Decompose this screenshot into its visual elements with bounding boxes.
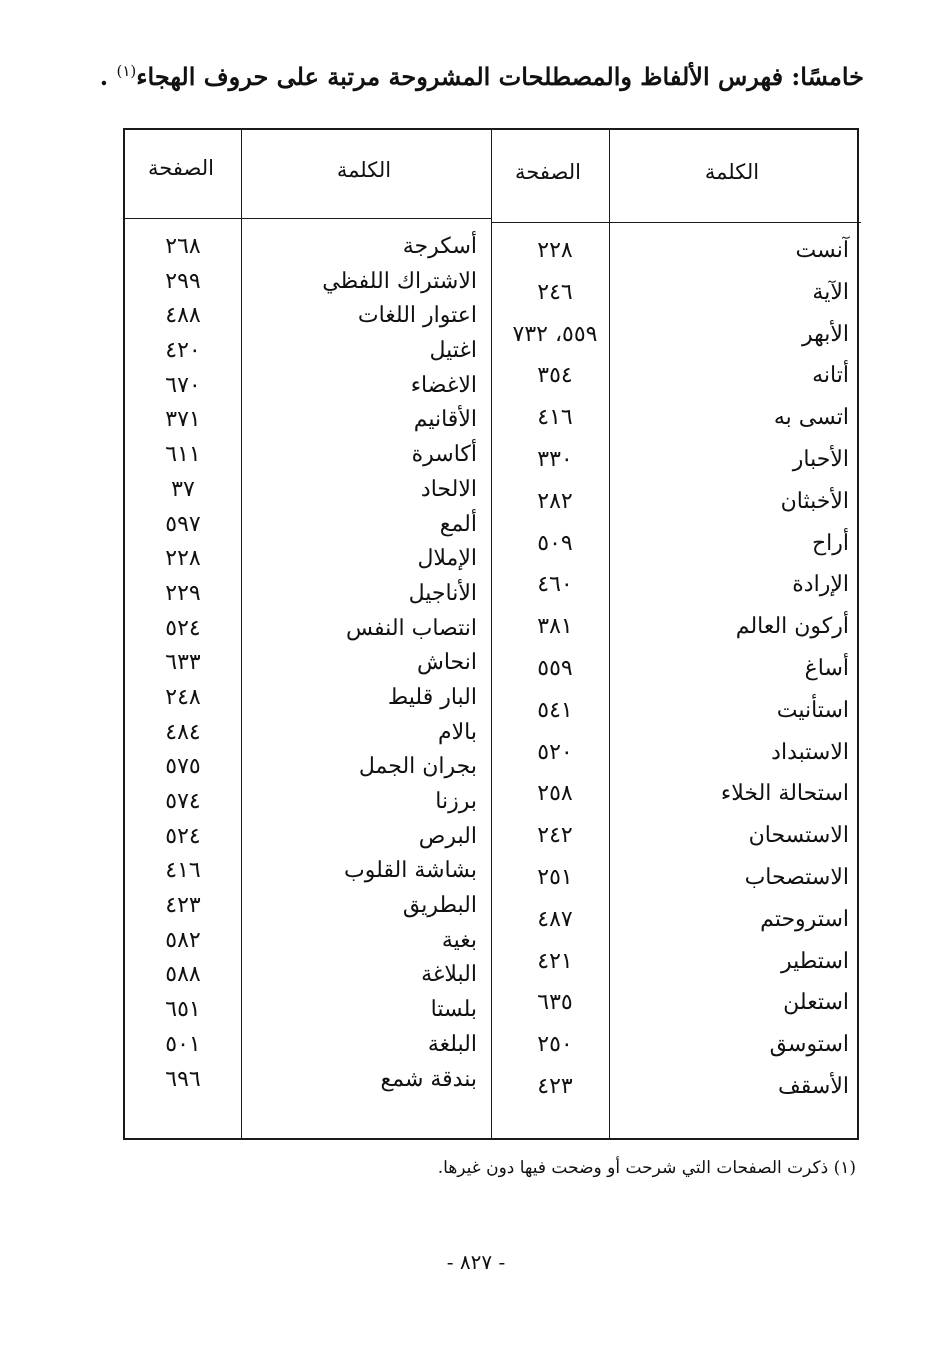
index-word: أساغ xyxy=(804,655,849,681)
index-word: أتانه xyxy=(812,363,849,389)
index-page: ٢٤٦ xyxy=(537,279,573,305)
index-word: بغية xyxy=(441,927,477,953)
index-page: ٥٠٩ xyxy=(537,530,573,556)
index-page: ٤٨٨ xyxy=(165,303,201,329)
index-word: الاشتراك اللفظي xyxy=(322,268,477,294)
header-divider xyxy=(125,218,491,219)
index-word: الإملال xyxy=(417,546,477,572)
index-page: ٦٥١ xyxy=(165,997,201,1023)
index-page: ٦٣٥ xyxy=(537,990,573,1016)
index-page: ٣٧١ xyxy=(165,407,201,433)
index-page: ٢٢٨ xyxy=(537,238,573,263)
index-word: اتسى به xyxy=(773,405,849,431)
index-page: ٤٢٣ xyxy=(165,893,201,919)
index-word: بلستا xyxy=(430,997,477,1023)
index-word: الأبهر xyxy=(801,321,849,347)
index-page: ٣٧ xyxy=(171,476,195,502)
index-page: ٥٧٤ xyxy=(165,789,201,814)
title-end: . xyxy=(99,62,109,91)
index-word: أراح xyxy=(811,530,849,556)
index-page: ٢٥٨ xyxy=(537,781,573,807)
index-word: استعلن xyxy=(783,990,849,1016)
index-page: ٦٧٠ xyxy=(165,372,201,398)
index-word: البرص xyxy=(418,823,477,849)
index-page: ٢٦٨ xyxy=(165,234,201,259)
index-word: الاستصحاب xyxy=(744,864,849,890)
index-page: ٢٢٩ xyxy=(165,580,201,606)
title-text: خامسًا: فهرس الألفاظ والمصطلحات المشروحة مرتبة على حروف الهجاء xyxy=(136,62,864,91)
index-word: بالام xyxy=(438,719,477,745)
index-word: الأحبار xyxy=(792,446,849,472)
index-page: ٤٢١ xyxy=(537,948,573,974)
index-word: الإرادة xyxy=(792,572,849,598)
index-word: البطريق xyxy=(402,893,477,919)
index-page: ٤٦٠ xyxy=(537,572,573,598)
index-page: ٢٥١ xyxy=(537,864,573,890)
index-word: برزنا xyxy=(435,789,477,814)
index-word: الأقانيم xyxy=(413,407,477,433)
index-page: ٥٠١ xyxy=(165,1031,201,1057)
index-page: ٥٢٤ xyxy=(165,615,201,641)
index-page: ٥٢٤ xyxy=(165,823,201,849)
index-page: ٤٨٤ xyxy=(165,719,201,745)
index-word: الاستبداد xyxy=(771,739,849,765)
index-word: الأناجيل xyxy=(408,580,477,606)
index-word: استروحتم xyxy=(760,906,849,932)
index-word: اعتوار اللغات xyxy=(357,303,477,329)
index-page: ٥٧٥ xyxy=(165,754,201,780)
page-column-b xyxy=(127,230,239,1097)
index-page: ٥٢٠ xyxy=(537,739,573,765)
index-word: الالحاد xyxy=(420,476,477,502)
index-page: ٥٩٧ xyxy=(165,511,201,537)
footnote: (١) ذكرت الصفحات التي شرحت أو وضحت فيها دون غيرها. xyxy=(437,1158,856,1178)
header-word-b: الكلمة xyxy=(336,158,392,182)
index-word: استوسق xyxy=(769,1032,849,1058)
index-word: الاغضاء xyxy=(410,372,477,398)
page-column-a xyxy=(499,230,611,1108)
index-word: استأنيت xyxy=(776,697,849,723)
index-word: أكاسرة xyxy=(411,442,477,468)
index-word: استحالة الخلاء xyxy=(720,781,849,807)
word-column-b xyxy=(257,230,477,1097)
index-word: أركون العالم xyxy=(735,614,849,640)
index-page: ٦١١ xyxy=(165,442,201,468)
index-page: ٤١٦ xyxy=(537,405,573,431)
index-word: أسكرجة xyxy=(402,234,477,259)
index-page: ٥٨٨ xyxy=(165,962,201,988)
header-word-a: الكلمة xyxy=(704,160,760,184)
index-word: الأسقف xyxy=(778,1073,849,1099)
index-page: ٥٨٢ xyxy=(165,927,201,953)
index-word: بجران الجمل xyxy=(358,754,477,780)
index-word: اغتيل xyxy=(429,338,477,364)
index-page: ٤٨٧ xyxy=(537,906,573,932)
index-word: البار قليط xyxy=(387,684,477,710)
index-page: ٢٤٢ xyxy=(537,823,573,849)
index-page: ٤٢٣ xyxy=(537,1073,573,1099)
index-word: ألمع xyxy=(439,511,477,537)
index-word: آنست xyxy=(795,238,849,263)
index-word: بندقة شمع xyxy=(380,1066,477,1092)
header-divider xyxy=(491,222,861,223)
index-page: ٣٥٤ xyxy=(537,363,573,389)
index-word: الأخبثان xyxy=(780,488,849,514)
index-word: انتصاب النفس xyxy=(346,615,477,641)
index-table xyxy=(123,128,859,1140)
index-page: ٢٥٠ xyxy=(537,1032,573,1058)
index-page: ٢٤٨ xyxy=(165,684,201,710)
header-page-a: الصفحة xyxy=(515,160,581,184)
index-page: ٣٣٠ xyxy=(537,446,573,472)
column-divider xyxy=(241,130,242,1138)
index-word: الآية xyxy=(812,279,849,305)
index-word: انحاش xyxy=(417,650,477,676)
word-column-a xyxy=(619,230,849,1108)
header-page-b: الصفحة xyxy=(148,156,214,180)
index-page: ٢٩٩ xyxy=(165,268,201,294)
page-number: - ٨٢٧ - xyxy=(446,1250,506,1274)
index-page: ٦٣٣ xyxy=(165,650,201,676)
index-page: ٢٢٨ xyxy=(165,546,201,572)
index-page: ٢٨٢ xyxy=(537,488,573,514)
index-page: ٤٢٠ xyxy=(165,338,201,364)
index-page: ٦٩٦ xyxy=(165,1066,201,1092)
index-page: ٥٥٩، ٧٣٢ xyxy=(512,321,598,347)
index-page: ٤١٦ xyxy=(165,858,201,884)
index-word: بشاشة القلوب xyxy=(344,858,477,884)
index-word: البلغة xyxy=(427,1031,477,1057)
index-word: البلاغة xyxy=(421,962,477,988)
index-word: الاستسحان xyxy=(748,823,849,849)
index-word: استطير xyxy=(780,948,849,974)
index-page: ٥٤١ xyxy=(537,697,573,723)
page-title xyxy=(99,62,864,91)
column-divider xyxy=(491,130,492,1138)
title-footnote-ref: (١) xyxy=(116,62,137,80)
index-page: ٣٨١ xyxy=(537,614,573,640)
index-page: ٥٥٩ xyxy=(537,655,573,681)
